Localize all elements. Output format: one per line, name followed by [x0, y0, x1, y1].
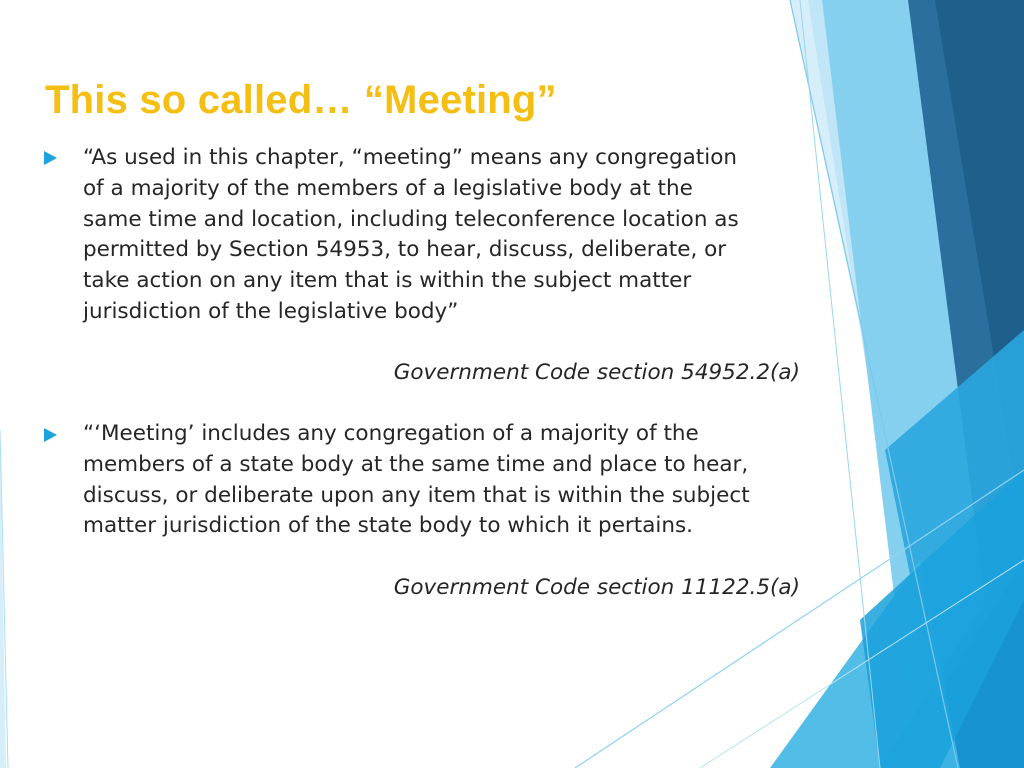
bullet-paragraph: “‘Meeting’ includes any congregation of a majority of the members of a state body at the same time and place to hear, discuss, or deliberate upon any item that is within the subject matter jurisdiction of the state body to which it pertains. [83, 421, 750, 539]
bullet-paragraph: “As used in this chapter, “meeting” means any congregation of a majority of the members of a legislative body at the same time and location, including teleconference location as permitted by Section 54953, to hear, discuss, deliberate, or take action on any item that is within the subject matter jurisdiction of the legislative body” [83, 145, 739, 324]
bullet-arrow-icon [44, 151, 57, 165]
citation: Government Code section 11122.5(a) [393, 575, 800, 600]
citation: Government Code section 54952.2(a) [393, 360, 800, 385]
bullet-arrow-icon [44, 428, 57, 442]
slide-title: This so called… “Meeting” [45, 78, 557, 122]
